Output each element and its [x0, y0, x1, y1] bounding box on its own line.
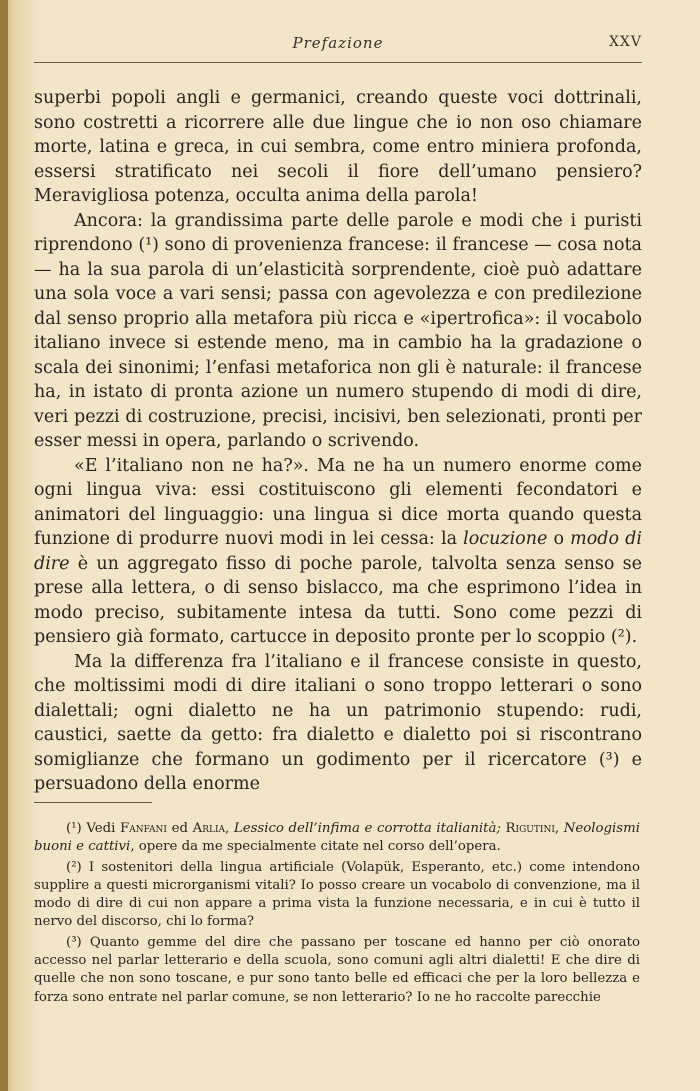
- footnote-run: (³) Quanto gemme del dire che passano per toscane ed hanno per ciò onorato accesso nel parlar letterario e della scuola, sono comuni agli altri dialetti! E che dire di quelle che non sono toscane, e pur sono tanto belle ed efficaci che per la loro bellezza e forza sono entrate nel parlar comune, se non letterario? Io ne ho raccolte parecchie: [34, 934, 640, 1005]
- paragraph-run: o: [547, 529, 571, 549]
- footnote-run: (²) I sostenitori della lingua artificiale (Volapük, Esperanto, etc.) come intendono supplire a questi microrganismi vitali? Io posso creare un vocabolo di convenzione, ma il modo di dire di cui non appare a prima vista la funzione necessaria, e in cui è tutto il nervo del discorso, chi lo forma?: [34, 859, 640, 930]
- footnote-run: Neologismi buoni e cattivi: [34, 821, 640, 855]
- body-paragraph: [34, 209, 642, 454]
- footnote-run: ed: [166, 821, 193, 836]
- paragraph-run: superbi popoli angli e germanici, creando queste voci dottrinali, sono costretti a ricorrere alle due lingue che io non oso chiamare morte, latina e greca, in cui sembra, come entro miniera profonda, essersi stratificato nei secoli il fiore dell’umano pensiero? Meravigliosa potenza, occulta anima della parola!: [34, 88, 642, 206]
- paragraph-run: «E l’italiano non ne ha?». Ma ne ha un numero enorme come ogni lingua viva: essi costituiscono gli elementi fecondatori e animatori del linguaggio: una lingua si dice morta quando questa funzione di produrre nuovi modi in lei cessa: la: [34, 455, 642, 549]
- running-title: Prefazione: [292, 34, 384, 52]
- paragraph-run: Ma la differenza fra l’italiano e il francese consiste in questo, che moltissimi modi di dire italiani o sono troppo letterari o sono dialettali; ogni dialetto ne ha un patrimonio stupendo: rudi, caustici, saette da getto: fra dialetto e dialetto poi si riscontrano somiglianze che formano un godimento per il ricercatore (³) e persuadono della enorme: [34, 651, 642, 794]
- body-paragraph: [34, 86, 642, 209]
- footnote: [34, 859, 640, 932]
- paragraph-run: è un aggregato fisso di poche parole, talvolta senza senso se prese alla lettera, o di senso bislacco, ma che esprimono l’idea in modo preciso, subitamente intesa da tutti. Sono come pezzi di pensiero già formato, cartucce in deposito pronte per lo scoppio (²).: [34, 553, 642, 647]
- footnote-separator: [34, 802, 152, 803]
- body-paragraph: [34, 454, 642, 650]
- paragraph-run: modo di dire: [34, 529, 642, 574]
- footnote-run: Rigutini: [505, 821, 555, 836]
- footnote-run: Fanfani: [119, 821, 167, 836]
- header-rule: [34, 62, 642, 63]
- footnote: [34, 820, 640, 857]
- body-paragraph: [34, 650, 642, 797]
- footnote-run: (¹) Vedi: [66, 821, 120, 836]
- body-text: [34, 86, 642, 797]
- footnote: [34, 934, 640, 1007]
- footnote-run: , opere da me specialmente citate nel corso dell’opera.: [130, 839, 501, 855]
- page-binding-edge: [0, 0, 8, 1091]
- footnote-run: Arlia: [192, 821, 226, 836]
- page-number: XXV: [608, 34, 642, 50]
- footnote-run: ,: [225, 821, 234, 836]
- footnote-run: ,: [554, 821, 564, 836]
- footnotes: [34, 820, 640, 1009]
- paragraph-run: locuzione: [463, 529, 548, 549]
- page-header: [34, 34, 642, 56]
- paragraph-run: Ancora: la grandissima parte delle parole e modi che i puristi riprendono (¹) sono di provenienza francese: il francese — cosa nota — ha la sua parola di un’elasticità sorprendente, cioè può adattare una sola voce a vari sensi; passa con agevolezza e con predilezione dal senso proprio alla metafora più ricca e «ipertrofica»: il vocabolo italiano invece si estende meno, ma in cambio ha la gradazione o scala dei sinonimi; l’enfasi metaforica non gli è naturale: il francese ha, in istato di pronta azione un numero stupendo di modi di dire, veri pezzi di costruzione, precisi, incisivi, ben selezionati, pronti per esser messi in opera, parlando o scrivendo.: [34, 210, 642, 451]
- footnote-run: Lessico dell’infima e corrotta italianità;: [233, 821, 501, 836]
